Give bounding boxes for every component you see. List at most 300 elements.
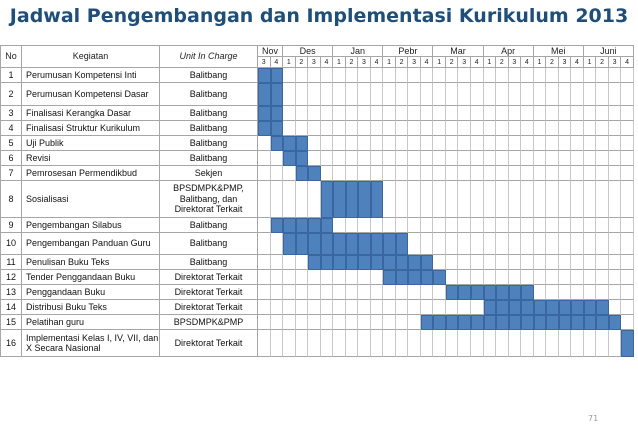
gantt-cell bbox=[509, 218, 522, 233]
gantt-cell bbox=[346, 315, 359, 330]
row-kegiatan bbox=[22, 330, 160, 357]
gantt-cell bbox=[559, 233, 572, 255]
week-header bbox=[596, 57, 609, 68]
gantt-bar-cell bbox=[484, 315, 497, 330]
gantt-cell bbox=[509, 255, 522, 270]
gantt-cell bbox=[308, 315, 321, 330]
gantt-cell bbox=[346, 270, 359, 285]
gantt-bar-cell bbox=[546, 300, 559, 315]
gantt-cell bbox=[396, 315, 409, 330]
gantt-cell bbox=[571, 218, 584, 233]
gantt-bar-cell bbox=[271, 68, 284, 83]
cell-text: 2 bbox=[399, 58, 404, 66]
cell-text: 5 bbox=[8, 137, 14, 148]
cell-text: Balitbang bbox=[189, 122, 228, 133]
gantt-cell bbox=[308, 300, 321, 315]
row-unit bbox=[160, 151, 258, 166]
month-header bbox=[534, 45, 584, 57]
cell-text: 1 bbox=[587, 58, 592, 66]
cell-text: No bbox=[5, 51, 17, 61]
gantt-bar-cell bbox=[571, 315, 584, 330]
gantt-cell bbox=[484, 136, 497, 151]
gantt-cell bbox=[596, 68, 609, 83]
gantt-cell bbox=[559, 151, 572, 166]
gantt-cell bbox=[521, 270, 534, 285]
month-header bbox=[584, 45, 634, 57]
cell-text: 3 bbox=[311, 58, 316, 66]
row-no bbox=[0, 255, 22, 270]
cell-text: 3 bbox=[512, 58, 517, 66]
gantt-cell bbox=[584, 121, 597, 136]
gantt-bar-cell bbox=[396, 233, 409, 255]
gantt-cell bbox=[446, 83, 459, 106]
gantt-cell bbox=[496, 136, 509, 151]
gantt-cell bbox=[446, 166, 459, 181]
gantt-cell bbox=[433, 181, 446, 218]
gantt-bar-cell bbox=[333, 233, 346, 255]
cell-text: 4 bbox=[524, 58, 529, 66]
gantt-cell bbox=[296, 83, 309, 106]
cell-text: Jan bbox=[350, 45, 365, 56]
gantt-cell bbox=[621, 151, 634, 166]
gantt-cell bbox=[421, 83, 434, 106]
gantt-cell bbox=[521, 121, 534, 136]
gantt-cell bbox=[346, 218, 359, 233]
gantt-cell bbox=[458, 270, 471, 285]
row-unit bbox=[160, 83, 258, 106]
gantt-cell bbox=[271, 270, 284, 285]
gantt-cell bbox=[571, 166, 584, 181]
gantt-cell bbox=[546, 330, 559, 357]
week-header bbox=[308, 57, 321, 68]
gantt-cell bbox=[496, 83, 509, 106]
gantt-cell bbox=[371, 151, 384, 166]
gantt-cell bbox=[521, 181, 534, 218]
week-header bbox=[283, 57, 296, 68]
cell-text: Pebr bbox=[398, 45, 418, 56]
gantt-cell bbox=[458, 218, 471, 233]
gantt-cell bbox=[396, 83, 409, 106]
row-kegiatan bbox=[22, 233, 160, 255]
gantt-cell bbox=[609, 166, 622, 181]
gantt-cell bbox=[571, 270, 584, 285]
gantt-cell bbox=[596, 121, 609, 136]
week-header bbox=[346, 57, 359, 68]
gantt-bar-cell bbox=[371, 255, 384, 270]
gantt-cell bbox=[609, 233, 622, 255]
gantt-cell bbox=[484, 83, 497, 106]
gantt-cell bbox=[509, 68, 522, 83]
gantt-cell bbox=[571, 136, 584, 151]
gantt-cell bbox=[358, 270, 371, 285]
gantt-bar-cell bbox=[283, 151, 296, 166]
gantt-cell bbox=[584, 233, 597, 255]
gantt-cell bbox=[496, 68, 509, 83]
cell-text: Revisi bbox=[26, 152, 51, 163]
cell-text: Pelatihan guru bbox=[26, 316, 85, 327]
row-no bbox=[0, 300, 22, 315]
gantt-cell bbox=[258, 270, 271, 285]
gantt-bar-cell bbox=[321, 233, 334, 255]
row-no bbox=[0, 181, 22, 218]
gantt-cell bbox=[521, 166, 534, 181]
gantt-cell bbox=[408, 285, 421, 300]
gantt-cell bbox=[358, 330, 371, 357]
cell-text: 4 bbox=[625, 58, 630, 66]
gantt-cell bbox=[421, 218, 434, 233]
gantt-cell bbox=[546, 166, 559, 181]
gantt-cell bbox=[433, 166, 446, 181]
gantt-cell bbox=[534, 330, 547, 357]
gantt-cell bbox=[559, 285, 572, 300]
gantt-bar-cell bbox=[521, 300, 534, 315]
cell-text: Balitbang bbox=[189, 137, 228, 148]
gantt-cell bbox=[571, 255, 584, 270]
row-unit bbox=[160, 300, 258, 315]
cell-text: 3 bbox=[362, 58, 366, 66]
gantt-cell bbox=[433, 300, 446, 315]
gantt-cell bbox=[509, 233, 522, 255]
cell-text: Finalisasi Struktur Kurikulum bbox=[26, 122, 141, 133]
cell-text: 2 bbox=[8, 88, 14, 99]
row-unit bbox=[160, 315, 258, 330]
gantt-cell bbox=[584, 270, 597, 285]
gantt-cell bbox=[546, 218, 559, 233]
gantt-cell bbox=[471, 106, 484, 121]
gantt-cell bbox=[509, 270, 522, 285]
gantt-cell bbox=[546, 151, 559, 166]
gantt-cell bbox=[521, 106, 534, 121]
cell-text: 4 bbox=[274, 58, 279, 66]
gantt-cell bbox=[296, 106, 309, 121]
gantt-bar-cell bbox=[271, 106, 284, 121]
gantt-cell bbox=[609, 330, 622, 357]
gantt-bar-cell bbox=[421, 255, 434, 270]
gantt-cell bbox=[358, 106, 371, 121]
cell-text: Sosialisasi bbox=[26, 193, 69, 204]
gantt-cell bbox=[596, 136, 609, 151]
gantt-bar-cell bbox=[584, 315, 597, 330]
gantt-cell bbox=[496, 151, 509, 166]
week-header bbox=[408, 57, 421, 68]
week-header bbox=[571, 57, 584, 68]
gantt-cell bbox=[446, 218, 459, 233]
gantt-cell bbox=[308, 106, 321, 121]
gantt-cell bbox=[433, 136, 446, 151]
cell-text: Juni bbox=[600, 45, 617, 56]
gantt-cell bbox=[521, 330, 534, 357]
gantt-bar-cell bbox=[546, 315, 559, 330]
gantt-cell bbox=[383, 83, 396, 106]
gantt-cell bbox=[596, 330, 609, 357]
gantt-cell bbox=[283, 255, 296, 270]
gantt-cell bbox=[383, 300, 396, 315]
gantt-bar-cell bbox=[596, 300, 609, 315]
gantt-bar-cell bbox=[371, 181, 384, 218]
cell-text: Distribusi Buku Teks bbox=[26, 301, 107, 312]
gantt-cell bbox=[271, 233, 284, 255]
row-unit bbox=[160, 255, 258, 270]
gantt-bar-cell bbox=[496, 285, 509, 300]
gantt-cell bbox=[421, 285, 434, 300]
gantt-bar-cell bbox=[333, 181, 346, 218]
gantt-cell bbox=[333, 218, 346, 233]
gantt-cell bbox=[596, 151, 609, 166]
gantt-bar-cell bbox=[408, 255, 421, 270]
gantt-cell bbox=[296, 330, 309, 357]
gantt-cell bbox=[521, 83, 534, 106]
gantt-cell bbox=[496, 233, 509, 255]
gantt-cell bbox=[546, 106, 559, 121]
gantt-cell bbox=[258, 285, 271, 300]
week-header bbox=[383, 57, 396, 68]
gantt-cell bbox=[446, 300, 459, 315]
cell-text: 7 bbox=[8, 167, 14, 178]
row-no bbox=[0, 233, 22, 255]
gantt-cell bbox=[333, 151, 346, 166]
gantt-cell bbox=[621, 300, 634, 315]
cell-text: Balitbang bbox=[189, 88, 228, 99]
gantt-cell bbox=[559, 270, 572, 285]
gantt-cell bbox=[421, 68, 434, 83]
gantt-cell bbox=[271, 315, 284, 330]
gantt-cell bbox=[484, 218, 497, 233]
gantt-cell bbox=[408, 83, 421, 106]
week-header bbox=[621, 57, 634, 68]
gantt-cell bbox=[433, 151, 446, 166]
gantt-cell bbox=[509, 181, 522, 218]
gantt-cell bbox=[271, 255, 284, 270]
gantt-cell bbox=[433, 68, 446, 83]
gantt-cell bbox=[609, 300, 622, 315]
gantt-bar-cell bbox=[358, 255, 371, 270]
gantt-cell bbox=[258, 166, 271, 181]
gantt-bar-cell bbox=[408, 270, 421, 285]
gantt-cell bbox=[609, 151, 622, 166]
gantt-cell bbox=[333, 300, 346, 315]
gantt-cell bbox=[358, 166, 371, 181]
month-header bbox=[283, 45, 333, 57]
gantt-cell bbox=[621, 270, 634, 285]
row-no bbox=[0, 315, 22, 330]
gantt-cell bbox=[371, 315, 384, 330]
gantt-cell bbox=[534, 255, 547, 270]
gantt-cell bbox=[596, 181, 609, 218]
gantt-cell bbox=[496, 181, 509, 218]
gantt-cell bbox=[496, 330, 509, 357]
gantt-bar-cell bbox=[446, 315, 459, 330]
gantt-bar-cell bbox=[509, 285, 522, 300]
gantt-cell bbox=[371, 121, 384, 136]
row-unit bbox=[160, 68, 258, 83]
gantt-cell bbox=[283, 181, 296, 218]
gantt-bar-cell bbox=[271, 218, 284, 233]
gantt-bar-cell bbox=[358, 233, 371, 255]
gantt-cell bbox=[609, 255, 622, 270]
cell-text: BPSDMPK&PMP bbox=[173, 316, 244, 327]
gantt-cell bbox=[346, 83, 359, 106]
gantt-cell bbox=[358, 83, 371, 106]
gantt-cell bbox=[571, 121, 584, 136]
gantt-cell bbox=[283, 285, 296, 300]
cell-text: Balitbang bbox=[189, 152, 228, 163]
gantt-cell bbox=[521, 233, 534, 255]
gantt-cell bbox=[396, 136, 409, 151]
gantt-bar-cell bbox=[433, 270, 446, 285]
gantt-cell bbox=[333, 315, 346, 330]
gantt-cell bbox=[521, 68, 534, 83]
cell-text: 3 bbox=[612, 58, 617, 66]
week-header bbox=[534, 57, 547, 68]
gantt-cell bbox=[571, 233, 584, 255]
gantt-bar-cell bbox=[396, 255, 409, 270]
cell-text: Pengembangan Silabus bbox=[26, 219, 122, 230]
gantt-cell bbox=[458, 151, 471, 166]
gantt-cell bbox=[571, 151, 584, 166]
gantt-cell bbox=[621, 106, 634, 121]
cell-text: Nov bbox=[262, 45, 279, 56]
gantt-bar-cell bbox=[571, 300, 584, 315]
gantt-cell bbox=[596, 218, 609, 233]
month-header bbox=[333, 45, 383, 57]
gantt-cell bbox=[421, 166, 434, 181]
gantt-cell bbox=[621, 68, 634, 83]
cell-text: 1 bbox=[537, 58, 542, 66]
gantt-cell bbox=[346, 151, 359, 166]
row-kegiatan bbox=[22, 218, 160, 233]
gantt-cell bbox=[371, 136, 384, 151]
row-kegiatan bbox=[22, 255, 160, 270]
gantt-cell bbox=[446, 106, 459, 121]
gantt-cell bbox=[358, 151, 371, 166]
cell-text: 1 bbox=[487, 58, 492, 66]
gantt-cell bbox=[358, 300, 371, 315]
cell-text: 8 bbox=[8, 193, 14, 204]
gantt-bar-cell bbox=[333, 255, 346, 270]
gantt-cell bbox=[471, 218, 484, 233]
cell-text: Kegiatan bbox=[72, 51, 109, 61]
week-header bbox=[258, 57, 271, 68]
gantt-cell bbox=[534, 166, 547, 181]
row-no bbox=[0, 270, 22, 285]
gantt-cell bbox=[421, 151, 434, 166]
gantt-cell bbox=[258, 136, 271, 151]
gantt-cell bbox=[509, 330, 522, 357]
gantt-cell bbox=[383, 330, 396, 357]
gantt-bar-cell bbox=[421, 315, 434, 330]
gantt-bar-cell bbox=[496, 300, 509, 315]
cell-text: Des bbox=[299, 45, 316, 56]
gantt-cell bbox=[396, 330, 409, 357]
cell-text: 1 bbox=[336, 58, 341, 66]
row-unit bbox=[160, 233, 258, 255]
gantt-cell bbox=[346, 166, 359, 181]
cell-text: 9 bbox=[8, 219, 14, 230]
cell-text: 3 bbox=[261, 58, 266, 66]
gantt-bar-cell bbox=[271, 83, 284, 106]
cell-text: 4 bbox=[474, 58, 479, 66]
cell-text: Balitbang bbox=[189, 219, 228, 230]
gantt-cell bbox=[534, 285, 547, 300]
cell-text: 4 bbox=[374, 58, 379, 66]
gantt-bar-cell bbox=[308, 255, 321, 270]
cell-text: Apr bbox=[501, 45, 516, 56]
gantt-cell bbox=[484, 166, 497, 181]
gantt-cell bbox=[333, 121, 346, 136]
gantt-cell bbox=[346, 330, 359, 357]
row-no bbox=[0, 330, 22, 357]
gantt-cell bbox=[534, 106, 547, 121]
cell-text: Pemrosesan Permendikbud bbox=[26, 167, 138, 178]
gantt-cell bbox=[283, 121, 296, 136]
cell-text: Perumusan Kompetensi Inti bbox=[26, 69, 137, 80]
gantt-cell bbox=[258, 151, 271, 166]
gantt-cell bbox=[471, 270, 484, 285]
cell-text: Balitbang bbox=[189, 256, 228, 267]
row-unit bbox=[160, 285, 258, 300]
gantt-bar-cell bbox=[258, 121, 271, 136]
gantt-cell bbox=[484, 255, 497, 270]
gantt-cell bbox=[559, 136, 572, 151]
week-header bbox=[521, 57, 534, 68]
gantt-cell bbox=[433, 233, 446, 255]
gantt-cell bbox=[458, 300, 471, 315]
gantt-cell bbox=[271, 330, 284, 357]
gantt-cell bbox=[446, 151, 459, 166]
gantt-bar-cell bbox=[321, 255, 334, 270]
cell-text: Tender Penggandaan Buku bbox=[26, 271, 136, 282]
page-number: 71 bbox=[588, 414, 599, 423]
gantt-cell bbox=[383, 121, 396, 136]
gantt-cell bbox=[296, 300, 309, 315]
cell-text: BPSDMPK&PMP, Balitbang, dan Direktorat Terkait bbox=[173, 183, 244, 215]
gantt-bar-cell bbox=[534, 315, 547, 330]
week-header bbox=[358, 57, 371, 68]
gantt-bar-cell bbox=[371, 233, 384, 255]
gantt-cell bbox=[371, 83, 384, 106]
gantt-cell bbox=[358, 68, 371, 83]
cell-text: Perumusan Kompetensi Dasar bbox=[26, 88, 149, 99]
gantt-cell bbox=[408, 136, 421, 151]
gantt-cell bbox=[584, 151, 597, 166]
gantt-cell bbox=[421, 106, 434, 121]
gantt-cell bbox=[333, 68, 346, 83]
row-unit bbox=[160, 270, 258, 285]
gantt-cell bbox=[509, 106, 522, 121]
gantt-cell bbox=[621, 315, 634, 330]
cell-text: Implementasi Kelas I, IV, VII, dan X Secara Nasional bbox=[26, 332, 159, 353]
cell-text: 4 bbox=[575, 58, 579, 66]
gantt-cell bbox=[584, 106, 597, 121]
gantt-bar-cell bbox=[458, 285, 471, 300]
gantt-cell bbox=[408, 166, 421, 181]
gantt-bar-cell bbox=[346, 255, 359, 270]
cell-text: 16 bbox=[5, 337, 16, 348]
gantt-cell bbox=[346, 68, 359, 83]
gantt-cell bbox=[321, 121, 334, 136]
gantt-cell bbox=[321, 83, 334, 106]
gantt-bar-cell bbox=[484, 285, 497, 300]
gantt-cell bbox=[458, 330, 471, 357]
gantt-cell bbox=[421, 181, 434, 218]
gantt-cell bbox=[484, 181, 497, 218]
cell-text: 3 bbox=[462, 58, 467, 66]
gantt-cell bbox=[283, 68, 296, 83]
gantt-cell bbox=[383, 106, 396, 121]
cell-text: Mar bbox=[450, 45, 466, 56]
week-header bbox=[609, 57, 622, 68]
gantt-cell bbox=[333, 136, 346, 151]
